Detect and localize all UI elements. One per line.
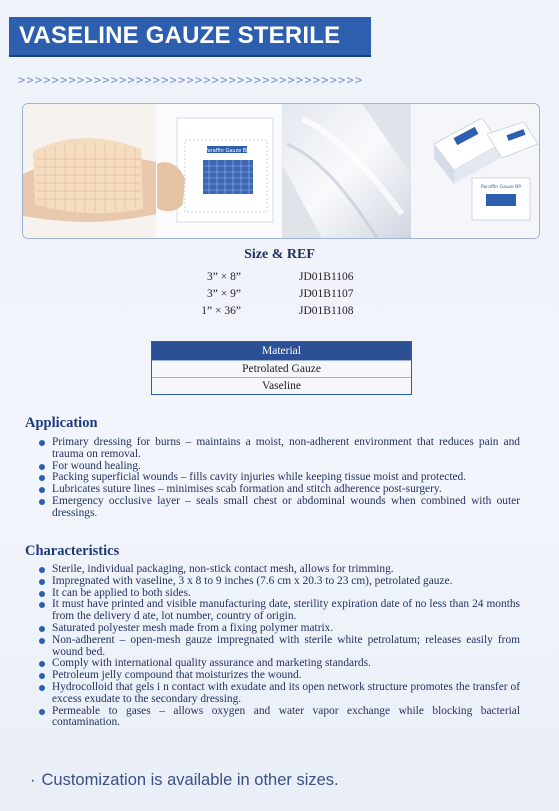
customization-text: Customization is available in other sizes. [41,771,339,789]
ref-code: JD01B1106 [299,271,354,283]
size-ref-title: Size & REF [244,247,315,262]
characteristic-item: Permeable to gases – allows oxygen and water vapor exchange while blocking bacterial contamination. [38,706,520,730]
product-photo-strip [22,103,540,239]
application-item: Lubricates suture lines – minimises scab formation and stitch adherence post-surgery. [38,484,520,496]
characteristic-item: Non-adherent – open-mesh gauze impregnated with sterile white petrolatum; releases easily from wound bed. [38,635,520,659]
characteristic-item: Saturated polyester mesh made from a fixing polymer matrix. [38,623,520,635]
svg-text:Paraffin Gauze BP: Paraffin Gauze BP [481,185,521,190]
characteristics-list [38,564,520,729]
size-ref-row [0,288,559,305]
material-cell: Petrolated Gauze [152,360,411,377]
ref-code: JD01B1107 [299,288,354,300]
title-banner [9,17,371,57]
ref-code: JD01B1108 [299,305,354,317]
customization-note [30,771,339,790]
svg-text:Paraffin Gauze BP: Paraffin Gauze BP [204,148,250,154]
hand-holding-pack-photo [157,104,281,238]
application-item: Primary dressing for burns – maintains a moist, non-adherent environment that reduces pain and trauma on removal. [38,437,520,461]
application-item: Packing superficial wounds – fills cavity injuries while keeping tissue moist and protected. [38,472,520,484]
page-title: VASELINE GAUZE STERILE [19,22,341,49]
size-value: 1” × 36” [201,305,241,317]
characteristic-item: Sterile, individual packaging, non-stick contact mesh, allows for trimming. [38,564,520,576]
material-table [151,341,412,395]
characteristic-item: Impregnated with vaseline, 3 x 8 to 9 inches (7.6 cm x 20.3 to 23 cm), petrolated gauze. [38,576,520,588]
size-ref-row [0,305,559,322]
characteristic-item: It can be applied to both sides. [38,588,520,600]
characteristic-item: Hydrocolloid that gels i n contact with exudate and its open network structure promotes the transfer of excess exudate to the secondary dressing. [38,682,520,706]
characteristics-title: Characteristics [25,543,120,559]
characteristic-item: Petroleum jelly compound that moisturizes the wound. [38,670,520,682]
material-header: Material [152,342,411,360]
application-item: Emergency occlusive layer – seals small chest or abdominal wounds when combined with outer dressings. [38,496,520,520]
note-bullet: · [30,771,36,789]
size-ref-table [0,271,559,322]
size-value: 3” × 8” [207,271,241,283]
material-cell: Vaseline [152,377,411,394]
application-title: Application [25,415,98,431]
gauze-roll-photo [282,104,411,238]
characteristic-item: Comply with international quality assurance and marketing standards. [38,658,520,670]
arrow-divider: >>>>>>>>>>>>>>>>>>>>>>>>>>>>>>>>>>>>>>>>> [18,73,364,87]
size-ref-row [0,271,559,288]
boxes-photo [412,104,540,238]
size-value: 3” × 9” [207,288,241,300]
application-list [38,437,520,520]
characteristic-item: It must have printed and visible manufacturing date, sterility expiration date of no less than 24 months from the delivery d ate, lot number, country of origin. [38,599,520,623]
gauze-on-hand-photo [23,104,156,238]
application-item: For wound healing. [38,461,520,473]
